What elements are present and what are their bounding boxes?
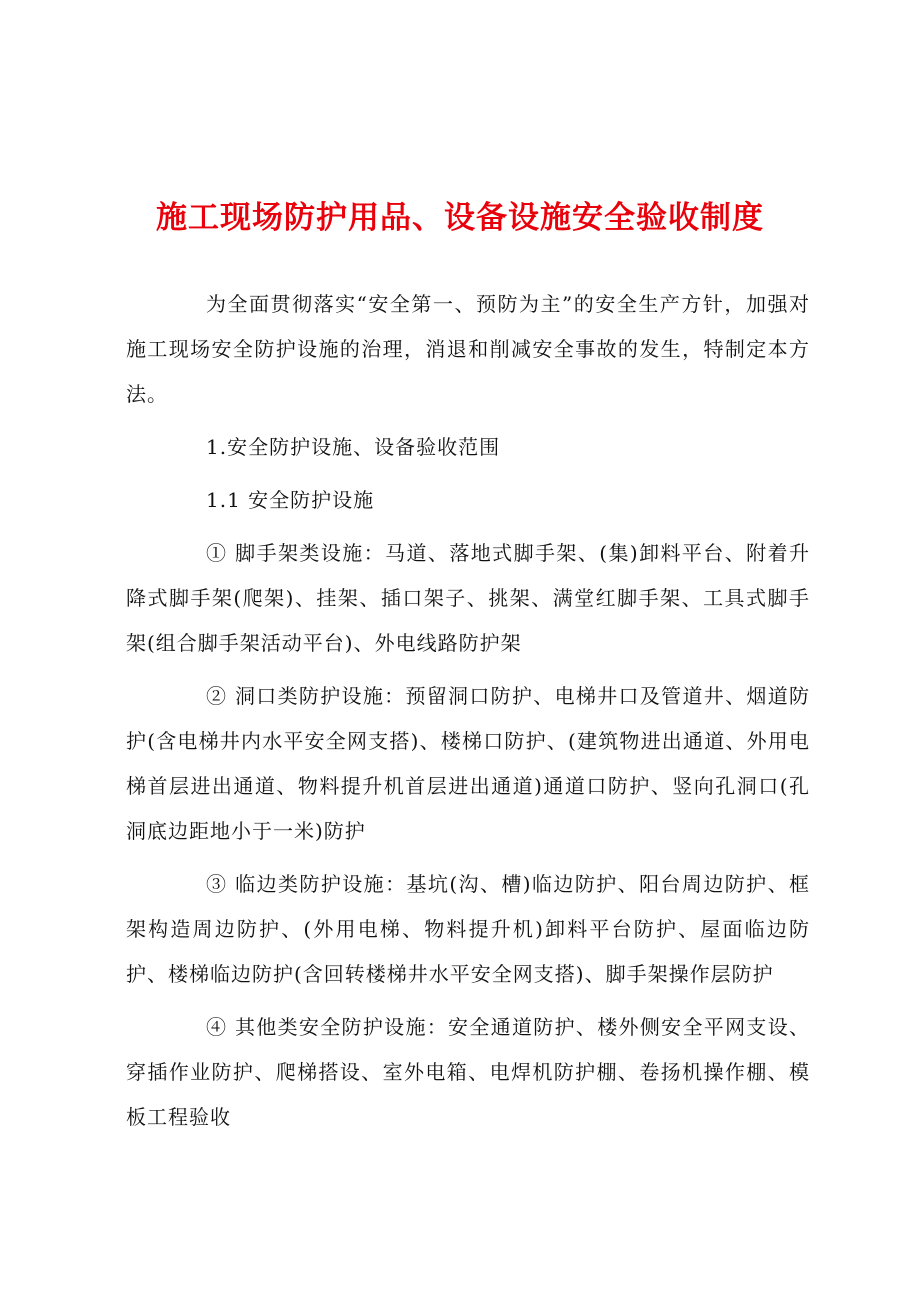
list-item-scaffolding: ① 脚手架类设施：马道、落地式脚手架、(集)卸料平台、附着升降式脚手架(爬架)、挂架、插口架子、挑架、满堂红脚手架、工具式脚手架(组合脚手架活动平台)、外电线路防护架: [126, 541, 810, 655]
intro-paragraph: 为全面贯彻落实“安全第一、预防为主”的安全生产方针，加强对施工现场安全防护设施的治理，消退和削减安全事故的发生，特制定本方法。: [126, 292, 810, 406]
document-title: 施工现场防护用品、设备设施安全验收制度: [156, 200, 764, 236]
list-item-other: ④ 其他类安全防护设施：安全通道防护、楼外侧安全平网支设、穿插作业防护、爬梯搭设、室外电箱、电焊机防护棚、卷扬机操作棚、模板工程验收: [126, 1015, 810, 1129]
list-item-openings: ② 洞口类防护设施：预留洞口防护、电梯井口及管道井、烟道防护(含电梯井内水平安全网支搭)、楼梯口防护、(建筑物进出通道、外用电梯首层进出通道、物料提升机首层进出通道)通道口防护、竖向孔洞口(孔洞底边距地小于一米)防护: [126, 684, 810, 843]
document-body: [126, 282, 810, 1140]
section-heading: 1.安全防护设施、设备验收范围: [206, 435, 501, 459]
list-item-edges: ③ 临边类防护设施：基坑(沟、槽)临边防护、阳台周边防护、框架构造周边防护、(外用电梯、物料提升机)卸料平台防护、屋面临边防护、楼梯临边防护(含回转楼梯井水平安全网支搭)、脚手架操作层防护: [126, 872, 810, 986]
subsection-heading: 1.1 安全防护设施: [206, 488, 375, 512]
